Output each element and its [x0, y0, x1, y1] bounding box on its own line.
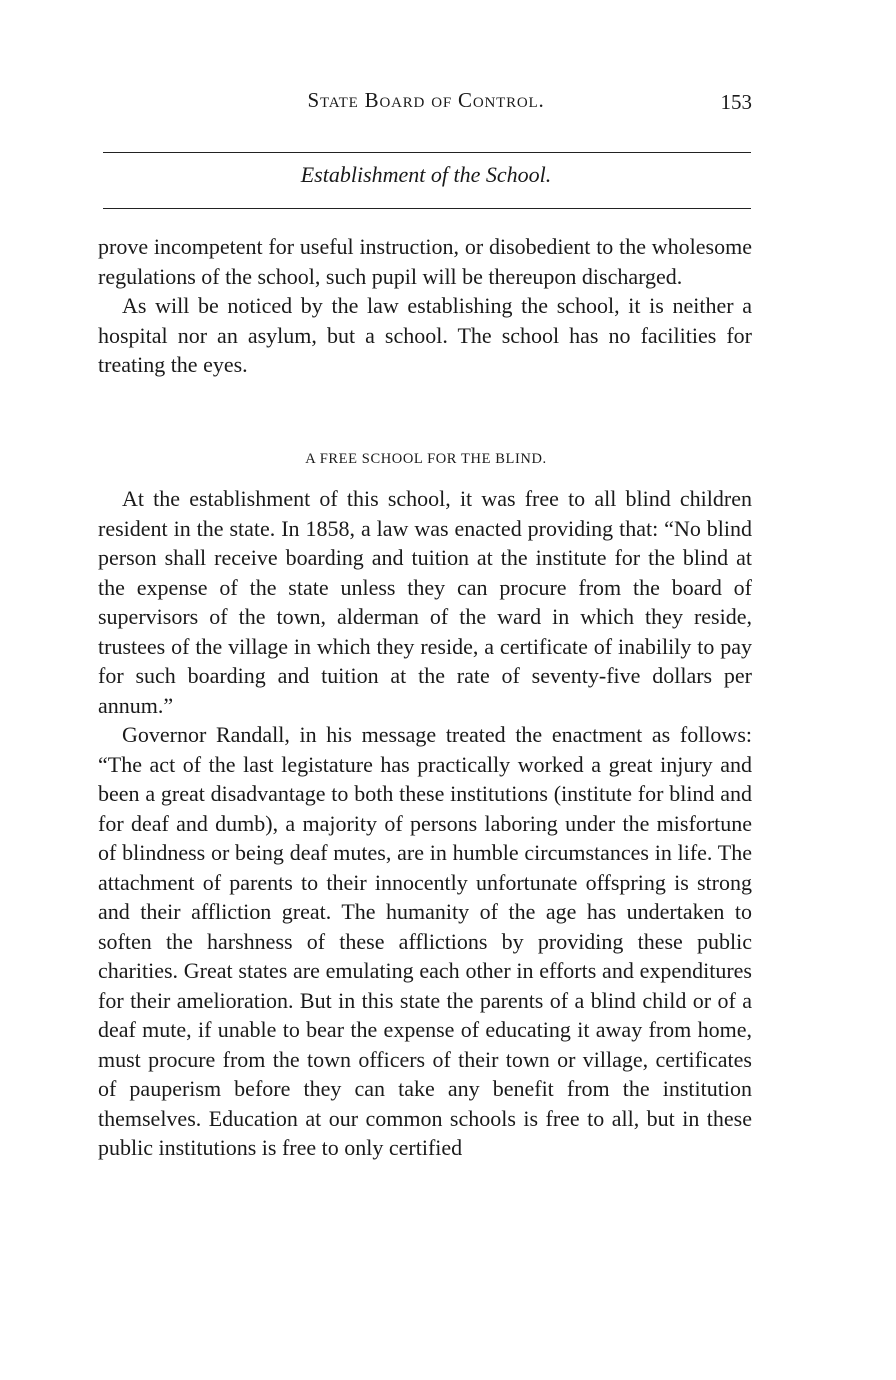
section-heading: Establishment of the School.	[300, 162, 552, 187]
paragraph: As will be noticed by the law establishing the school, it is neither a hospital nor an asylum, but a school. The school has no facilities for treating the eyes.	[98, 293, 752, 377]
subheading: A FREE SCHOOL FOR THE BLIND.	[305, 451, 547, 467]
paragraph: Governor Randall, in his message treated the enactment as follows: “The act of the last legistature has practically worked a great injury and been a great disadvantage to both these institutions (institute for blind and for deaf and dumb), a majority of persons laboring under the misfortune of blindness or being deaf mutes, are in humble circumstances in life. The attachment of parents to their innocently unfortunate offspring is strong and their affliction great. The humanity of the age has undertaken to soften the harshness of these afflictions by providing these public charities. Great states are emulating each other in efforts and expenditures for their amelioration. But in this state the parents of a blind child or of a deaf mute, if unable to bear the expense of educating it away from home, must procure from the town officers of their town or village, certificates of pauperism before they can take any benefit from the institution themselves. Education at our common schools is free to all, but in these public institutions is free to only certified	[98, 722, 752, 1160]
bottom-text-block	[98, 484, 752, 1163]
top-rule	[103, 152, 751, 153]
running-head	[100, 88, 752, 118]
paragraph-continued: prove incompetent for useful instruction, or disobedient to the wholesome regulations of the school, such pupil will be thereupon discharged.	[98, 234, 752, 289]
running-title: State Board of Control.	[307, 88, 545, 112]
page-number: 153	[720, 90, 752, 114]
top-text-block	[98, 232, 752, 380]
bottom-rule	[103, 208, 751, 209]
paragraph: At the establishment of this school, it was free to all blind children resident in the state. In 1858, a law was enacted providing that: “No blind person shall receive boarding and tuition at the institute for the blind at the expense of the state unless they can procure from the board of supervisors of the town, alderman of the ward in which they reside, trustees of the village in which they reside, a certificate of inabilily to pay for such boarding and tuition at the rate of seventy-five dollars per annum.”	[98, 486, 752, 718]
